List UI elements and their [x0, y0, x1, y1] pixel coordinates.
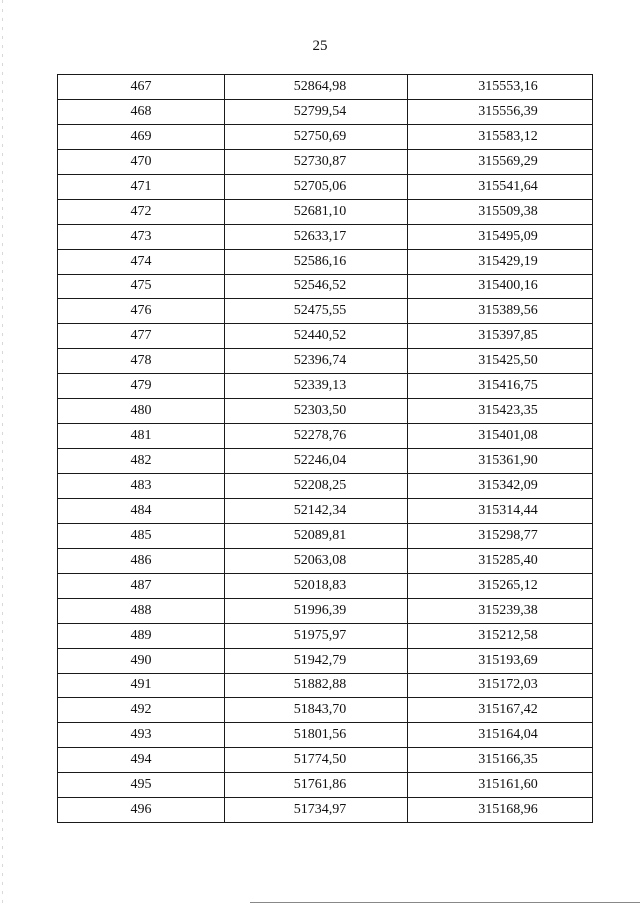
cell-text: 52208,25 [293, 477, 347, 493]
x-coordinate-cell [225, 224, 408, 249]
table-row [58, 399, 593, 424]
x-coordinate-cell [225, 174, 408, 199]
x-coordinate-cell [225, 299, 408, 324]
cell-text: 52799,54 [293, 103, 347, 119]
cell-text: 52278,76 [293, 428, 347, 444]
x-coordinate-cell [225, 399, 408, 424]
cell-text: 315583,12 [478, 128, 538, 144]
table-row [58, 598, 593, 623]
table-row [58, 748, 593, 773]
page-number: 25 [312, 38, 328, 54]
cell-text: 52018,83 [293, 577, 347, 593]
y-coordinate-cell [408, 449, 593, 474]
table-row [58, 99, 593, 124]
x-coordinate-cell [225, 324, 408, 349]
cell-text: 495 [130, 777, 152, 793]
y-coordinate-cell [408, 723, 593, 748]
cell-text: 52681,10 [293, 203, 347, 219]
cell-text: 489 [130, 627, 152, 643]
x-coordinate-cell [225, 149, 408, 174]
y-coordinate-cell [408, 748, 593, 773]
x-coordinate-cell [225, 374, 408, 399]
scan-bottom-line-artifact [250, 902, 640, 903]
point-number-cell [58, 374, 225, 399]
cell-text: 315509,38 [478, 203, 538, 219]
y-coordinate-cell [408, 349, 593, 374]
table-row [58, 698, 593, 723]
cell-text: 478 [130, 353, 152, 369]
cell-text: 52440,52 [293, 328, 347, 344]
cell-text: 315212,58 [478, 627, 538, 643]
cell-text: 480 [130, 403, 152, 419]
table-row [58, 648, 593, 673]
cell-text: 315314,44 [478, 502, 538, 518]
cell-text: 52705,06 [293, 178, 347, 194]
cell-text: 51882,88 [293, 677, 347, 693]
point-number-cell [58, 424, 225, 449]
cell-text: 315161,60 [478, 777, 538, 793]
point-number-cell [58, 449, 225, 474]
y-coordinate-cell [408, 299, 593, 324]
table-row [58, 773, 593, 798]
cell-text: 315298,77 [478, 527, 538, 543]
cell-text: 52339,13 [293, 378, 347, 394]
cell-text: 52633,17 [293, 228, 347, 244]
point-number-cell [58, 299, 225, 324]
cell-text: 468 [130, 103, 152, 119]
y-coordinate-cell [408, 124, 593, 149]
x-coordinate-cell [225, 274, 408, 299]
cell-text: 315569,29 [478, 153, 538, 169]
cell-text: 493 [130, 727, 152, 743]
y-coordinate-cell [408, 99, 593, 124]
point-number-cell [58, 274, 225, 299]
cell-text: 52142,34 [293, 502, 347, 518]
table-row [58, 523, 593, 548]
cell-text: 315553,16 [478, 78, 538, 94]
cell-text: 51734,97 [293, 802, 347, 818]
y-coordinate-cell [408, 149, 593, 174]
x-coordinate-cell [225, 523, 408, 548]
x-coordinate-cell [225, 748, 408, 773]
point-number-cell [58, 698, 225, 723]
x-coordinate-cell [225, 75, 408, 100]
table-row [58, 474, 593, 499]
cell-text: 52303,50 [293, 403, 347, 419]
x-coordinate-cell [225, 598, 408, 623]
point-number-cell [58, 474, 225, 499]
cell-text: 52750,69 [293, 128, 347, 144]
cell-text: 469 [130, 128, 152, 144]
cell-text: 52864,98 [293, 78, 347, 94]
point-number-cell [58, 498, 225, 523]
point-number-cell [58, 673, 225, 698]
cell-text: 472 [130, 203, 152, 219]
x-coordinate-cell [225, 573, 408, 598]
cell-text: 315193,69 [478, 652, 538, 668]
x-coordinate-cell [225, 424, 408, 449]
y-coordinate-cell [408, 399, 593, 424]
cell-text: 315429,19 [478, 253, 538, 269]
point-number-cell [58, 149, 225, 174]
point-number-cell [58, 623, 225, 648]
y-coordinate-cell [408, 199, 593, 224]
point-number-cell [58, 523, 225, 548]
cell-text: 315397,85 [478, 328, 538, 344]
x-coordinate-cell [225, 673, 408, 698]
point-number-cell [58, 798, 225, 823]
cell-text: 315342,09 [478, 477, 538, 493]
point-number-cell [58, 723, 225, 748]
table-row [58, 374, 593, 399]
y-coordinate-cell [408, 75, 593, 100]
y-coordinate-cell [408, 324, 593, 349]
coordinates-table [57, 74, 593, 823]
cell-text: 51942,79 [293, 652, 347, 668]
point-number-cell [58, 224, 225, 249]
point-number-cell [58, 199, 225, 224]
cell-text: 315495,09 [478, 228, 538, 244]
coordinates-table-body [58, 75, 593, 823]
cell-text: 315285,40 [478, 552, 538, 568]
cell-text: 52396,74 [293, 353, 347, 369]
cell-text: 315416,75 [478, 378, 538, 394]
cell-text: 51774,50 [293, 752, 347, 768]
point-number-cell [58, 174, 225, 199]
x-coordinate-cell [225, 723, 408, 748]
y-coordinate-cell [408, 623, 593, 648]
x-coordinate-cell [225, 199, 408, 224]
cell-text: 315389,56 [478, 303, 538, 319]
cell-text: 51843,70 [293, 702, 347, 718]
y-coordinate-cell [408, 498, 593, 523]
x-coordinate-cell [225, 498, 408, 523]
cell-text: 483 [130, 477, 152, 493]
cell-text: 494 [130, 752, 152, 768]
table-row [58, 424, 593, 449]
table-row [58, 573, 593, 598]
cell-text: 485 [130, 527, 152, 543]
cell-text: 315401,08 [478, 428, 538, 444]
cell-text: 315361,90 [478, 453, 538, 469]
cell-text: 51996,39 [293, 602, 347, 618]
cell-text: 315425,50 [478, 353, 538, 369]
table-row [58, 498, 593, 523]
cell-text: 484 [130, 502, 152, 518]
cell-text: 52246,04 [293, 453, 347, 469]
point-number-cell [58, 99, 225, 124]
cell-text: 52546,52 [293, 278, 347, 294]
x-coordinate-cell [225, 449, 408, 474]
x-coordinate-cell [225, 349, 408, 374]
cell-text: 315239,38 [478, 602, 538, 618]
y-coordinate-cell [408, 249, 593, 274]
cell-text: 467 [130, 78, 152, 94]
cell-text: 52475,55 [293, 303, 347, 319]
cell-text: 315265,12 [478, 577, 538, 593]
y-coordinate-cell [408, 474, 593, 499]
point-number-cell [58, 75, 225, 100]
point-number-cell [58, 399, 225, 424]
x-coordinate-cell [225, 773, 408, 798]
point-number-cell [58, 748, 225, 773]
x-coordinate-cell [225, 548, 408, 573]
cell-text: 491 [130, 677, 152, 693]
table-row [58, 224, 593, 249]
y-coordinate-cell [408, 598, 593, 623]
point-number-cell [58, 124, 225, 149]
cell-text: 479 [130, 378, 152, 394]
cell-text: 315172,03 [478, 677, 538, 693]
y-coordinate-cell [408, 548, 593, 573]
table-row [58, 299, 593, 324]
y-coordinate-cell [408, 224, 593, 249]
table-row [58, 349, 593, 374]
cell-text: 51761,86 [293, 777, 347, 793]
x-coordinate-cell [225, 124, 408, 149]
x-coordinate-cell [225, 798, 408, 823]
cell-text: 477 [130, 328, 152, 344]
table-row [58, 124, 593, 149]
point-number-cell [58, 773, 225, 798]
y-coordinate-cell [408, 673, 593, 698]
cell-text: 475 [130, 278, 152, 294]
x-coordinate-cell [225, 623, 408, 648]
y-coordinate-cell [408, 424, 593, 449]
point-number-cell [58, 648, 225, 673]
y-coordinate-cell [408, 274, 593, 299]
cell-text: 52063,08 [293, 552, 347, 568]
cell-text: 315168,96 [478, 802, 538, 818]
point-number-cell [58, 573, 225, 598]
table-row [58, 199, 593, 224]
table-row [58, 75, 593, 100]
cell-text: 315164,04 [478, 727, 538, 743]
y-coordinate-cell [408, 573, 593, 598]
cell-text: 315400,16 [478, 278, 538, 294]
table-row [58, 249, 593, 274]
cell-text: 470 [130, 153, 152, 169]
point-number-cell [58, 324, 225, 349]
cell-text: 482 [130, 453, 152, 469]
y-coordinate-cell [408, 374, 593, 399]
cell-text: 487 [130, 577, 152, 593]
table-row [58, 174, 593, 199]
point-number-cell [58, 349, 225, 374]
cell-text: 488 [130, 602, 152, 618]
point-number-cell [58, 548, 225, 573]
x-coordinate-cell [225, 249, 408, 274]
y-coordinate-cell [408, 174, 593, 199]
y-coordinate-cell [408, 773, 593, 798]
cell-text: 315167,42 [478, 702, 538, 718]
cell-text: 51801,56 [293, 727, 347, 743]
table-row [58, 548, 593, 573]
cell-text: 486 [130, 552, 152, 568]
cell-text: 52089,81 [293, 527, 347, 543]
cell-text: 315556,39 [478, 103, 538, 119]
y-coordinate-cell [408, 648, 593, 673]
point-number-cell [58, 598, 225, 623]
cell-text: 492 [130, 702, 152, 718]
cell-text: 315166,35 [478, 752, 538, 768]
point-number-cell [58, 249, 225, 274]
cell-text: 473 [130, 228, 152, 244]
y-coordinate-cell [408, 523, 593, 548]
cell-text: 52586,16 [293, 253, 347, 269]
table-row [58, 723, 593, 748]
x-coordinate-cell [225, 99, 408, 124]
x-coordinate-cell [225, 474, 408, 499]
cell-text: 481 [130, 428, 152, 444]
cell-text: 315541,64 [478, 178, 538, 194]
x-coordinate-cell [225, 648, 408, 673]
table-row [58, 149, 593, 174]
scan-edge-artifact [2, 0, 3, 905]
table-row [58, 274, 593, 299]
table-row [58, 798, 593, 823]
table-row [58, 673, 593, 698]
cell-text: 474 [130, 253, 152, 269]
cell-text: 52730,87 [293, 153, 347, 169]
cell-text: 476 [130, 303, 152, 319]
cell-text: 315423,35 [478, 403, 538, 419]
cell-text: 490 [130, 652, 152, 668]
cell-text: 51975,97 [293, 627, 347, 643]
cell-text: 471 [130, 178, 152, 194]
cell-text: 496 [130, 802, 152, 818]
y-coordinate-cell [408, 698, 593, 723]
y-coordinate-cell [408, 798, 593, 823]
table-row [58, 324, 593, 349]
x-coordinate-cell [225, 698, 408, 723]
table-row [58, 449, 593, 474]
table-row [58, 623, 593, 648]
